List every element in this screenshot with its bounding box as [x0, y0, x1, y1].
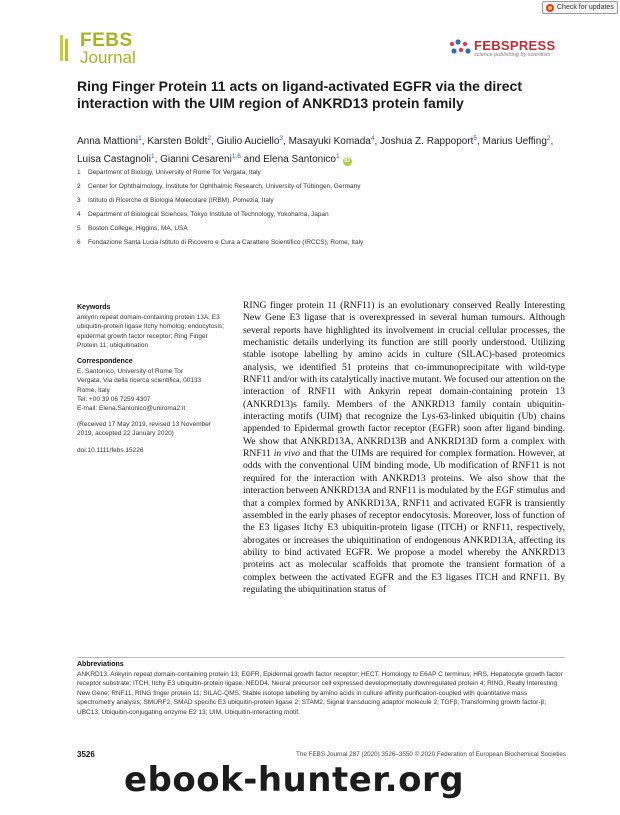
affiliation-item	[77, 180, 557, 194]
febs-journal-logo	[60, 30, 150, 72]
correspondence-heading: Correspondence	[77, 358, 133, 366]
keywords-section	[77, 303, 227, 350]
affiliation-item	[77, 194, 557, 208]
affiliation-text: Fondazione Santa Lucia Istituto di Ricovero e Cura a Carattere Scientifico (IRCCS), Rome, Italy	[88, 239, 364, 246]
affiliation-number: 5	[77, 225, 81, 232]
affiliation-list	[77, 166, 557, 250]
author-affiliation-ref[interactable]: 1,6	[231, 153, 241, 160]
affiliation-number: 4	[77, 211, 81, 218]
author-affiliation-ref[interactable]: 5	[473, 135, 478, 142]
abbreviations-text: ANKRD13, Ankyrin repeat domain-containing protein 13; EGFR, Epidermal growth factor receptor; HECT, Homology to E6AP C terminus; HRS, Hepatocyte growth factor receptor substrate; ITCH, Itchy E3 ubiquitin-protein ligase; NEDD4, Neural precursor cell expressed developmentally downregulated protein 4; RING, Really Interesting New Gene; RNF11, RING finger protein 11; SILAC-QMS, Stable isotope labelling by amino acids in culture affinity purification-coupled with quantitative mass spectrometry analysis; SMURF2, SMAD specific E3 ubiquitin-protein ligase 2; STAM2, Signal transducing adaptor molecule 2; TGFβ, Transforming growth factor-β; UBC13, Ubiquitin-conjugating enzyme E2 13; UIM, Ubiquitin-interacting motif.	[77, 670, 563, 716]
correspondence-line: Tel: +00 39 06 7259 4307	[77, 395, 151, 403]
author-affiliation-ref[interactable]: 1	[150, 153, 155, 160]
author-name: Joshua Z. Rappoport	[380, 136, 474, 147]
correspondence-section	[77, 357, 227, 413]
author-name: Gianni Cesareni	[160, 154, 232, 165]
affiliation-number: 2	[77, 183, 81, 190]
check-for-updates-label: Check for updates	[557, 4, 614, 11]
author-name: Giulio Auciello	[216, 136, 280, 147]
journal-logo-febs: FEBS	[80, 30, 133, 51]
febs-press-logo	[448, 38, 598, 60]
abstract-part-1: RING finger protein 11 (RNF11) is an evolutionary conserved Really Interesting New Gene E3 ligase that is overexpressed in several human tumours. Although several reports have highlighted its involvement in crucial cellular processes, the mechanistic details underlying its function are still poorly understood. Utilizing stable isotope labelling by amino acids in culture (SILAC)-based proteomics analysis, we identified 51 proteins that co-immunoprecipitate with wild-type RNF11 and/or with its catalytically inactive mutant. We focused our attention on the interaction of RNF11 with Ankyrin repeat domain-containing protein 13 (ANKRD13)s family. Members of the ANKRD13 family contain ubiquitin-interacting motifs (UIM) that recognize the Lys-63-linked ubiquitin (Ub) chains appended to Epidermal growth factor receptor (EGFR) soon after ligand binding. We show that ANKRD13A, ANKRD13B and ANKRD13D form a complex with RNF11	[243, 300, 565, 460]
keywords-text: ankyrin repeat domain-containing protein 13A; E3 ubiquitin-protein ligase Itchy homolog; endocytosis; epidermal growth factor receptor; Ring Finger Protein 11; ubiquitination	[77, 314, 225, 349]
author-list: Anna Mattioni$^1$, Karsten Boldt$^2$, Giulio Auciello$^3$, Masayuki Komada$^4$, Joshua Z. Rappoport$^5$, Marius Ueffing$^2$, Luisa Castagnoli$^1$, Gianni Cesareni$^{1,6}$ and Elena Santonico$^1$iD	[77, 135, 554, 165]
affiliation-text: Department of Biology, University of Rome Tor Vergata, Italy	[88, 169, 261, 176]
affiliation-text: Istituto di Ricerche di Biologia Molecolare (IRBM), Pomezia, Italy	[88, 197, 274, 204]
page-number: 3526	[77, 750, 95, 759]
febs-press-name: FEBSPRESS	[474, 38, 556, 53]
correspondence-email[interactable]: E-mail: Elena.Santonico@uniroma2.it	[77, 405, 186, 413]
affiliation-number: 3	[77, 197, 81, 204]
orcid-icon[interactable]: iD	[344, 158, 351, 164]
received-dates: (Received 17 May 2019, revised 13 November 2019, accepted 22 January 2020)	[77, 421, 212, 438]
affiliation-text: Department of Biological Sciences, Tokyo Institute of Technology, Yokohama, Japan	[88, 211, 329, 218]
abbreviations-section	[77, 660, 565, 718]
correspondence-line: Rome, Italy	[77, 386, 110, 394]
abbreviations-heading: Abbreviations	[77, 661, 124, 668]
author-affiliation-ref[interactable]: 2	[207, 135, 212, 142]
affiliation-item	[77, 236, 557, 250]
affiliation-number: 1	[77, 169, 81, 176]
correspondence-line: Vergata, Via della ricerca scientifica, 00133	[77, 377, 202, 385]
keywords-heading: Keywords	[77, 304, 111, 311]
affiliation-text: Boston College, Higgins, MA, USA	[88, 225, 188, 232]
affiliation-item	[77, 166, 557, 180]
author-joiner: and	[243, 154, 261, 165]
author-affiliation-ref[interactable]: 2	[546, 135, 551, 142]
author-name: Marius Ueffing	[482, 136, 547, 147]
abbreviations-divider	[77, 657, 565, 658]
doi-link[interactable]: doi:10.1111/febs.15226	[77, 446, 144, 454]
affiliation-number: 6	[77, 239, 81, 246]
journal-citation: The FEBS Journal 287 (2020) 3526–3550 © 2020 Federation of European Biochemical Societies	[296, 751, 566, 758]
check-for-updates-button[interactable]	[542, 1, 618, 14]
author-name: Elena Santonico	[263, 154, 336, 165]
journal-logo-mark-icon	[60, 33, 76, 63]
article-title: Ring Finger Protein 11 acts on ligand-activated EGFR via the direct interaction with the UIM region of ANKRD13 protein family	[77, 78, 522, 111]
watermark: ebook-hunter.org	[124, 760, 465, 800]
febs-press-tagline: science publishing by scientists	[474, 52, 551, 58]
affiliation-text: Center for Ophthalmology, Institute for Ophthalmic Research, University of Tübingen, Germany	[88, 183, 361, 190]
correspondence-line: E. Santonico, University of Rome Tor	[77, 368, 184, 376]
author-name: Karsten Boldt	[147, 136, 208, 147]
abstract-in-vivo: in vivo	[273, 448, 300, 460]
abstract-part-2: and that the UIMs are required for complex formation. However, at odds with the conventional UIM binding mode, Ub modification of RNF11 is not required for the interaction with ANKRD13 proteins. We also show that the interaction between ANKRD13A and RNF11 is modulated by the EGF stimulus and that a complex formed by ANKRD13A, RNF11 and activated EGFR is transiently assembled in the early phases of receptor endocytosis. Moreover, loss of function of the E3 ligases Itchy E3 ubiquitin-protein ligase (ITCH) or RNF11, respectively, abrogates or increases the ubiquitination of endogenous ANKRD13A, affecting its ability to bind activated EGFR. We propose a model whereby the ANKRD13 proteins act as molecular scaffolds that promote the transient formation of a complex between the activated EGFR and the E3 ligases ITCH and RNF11. By regulating the ubiquitination status of	[243, 448, 565, 595]
author-name: Anna Mattioni	[77, 136, 139, 147]
author-affiliation-ref[interactable]: 1	[138, 135, 142, 142]
author-affiliation-ref[interactable]: 3	[279, 135, 284, 142]
author-affiliation-ref[interactable]: 4	[370, 135, 375, 142]
affiliation-item	[77, 208, 557, 222]
febs-press-dots-icon	[448, 38, 472, 58]
affiliation-item	[77, 222, 557, 236]
author-name: Masayuki Komada	[288, 136, 371, 147]
crossmark-icon	[546, 4, 554, 12]
abstract-text	[243, 300, 565, 596]
journal-logo-journal: Journal	[80, 48, 136, 67]
article-sidebar	[77, 303, 227, 455]
author-affiliation-ref[interactable]: 1	[335, 153, 340, 160]
author-name: Luisa Castagnoli	[77, 154, 151, 165]
